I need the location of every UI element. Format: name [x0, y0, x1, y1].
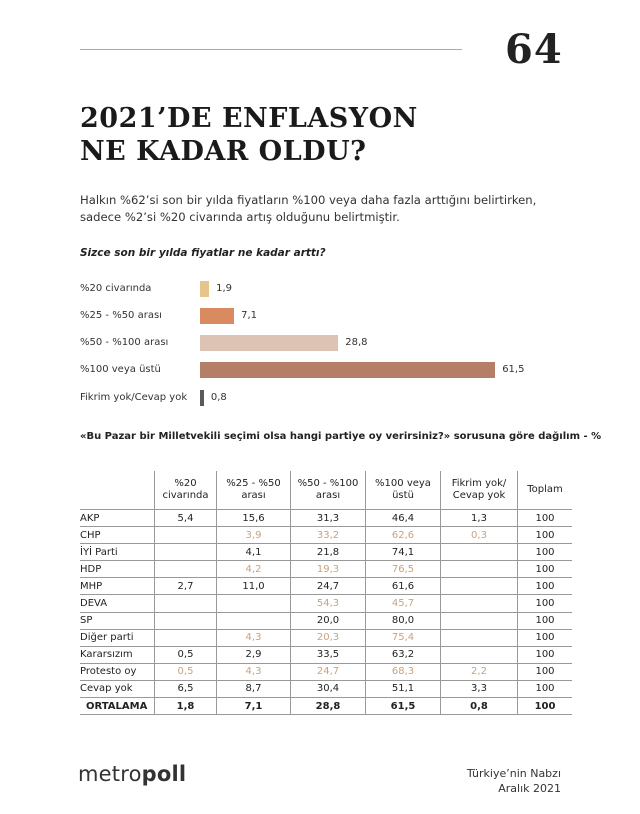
party-name-cell: CHP: [80, 527, 155, 544]
table-row: [80, 544, 572, 561]
party-name-cell: ORTALAMA: [80, 698, 155, 715]
table-row: [80, 510, 572, 527]
value-cell: [155, 612, 217, 629]
value-cell: 68,3: [366, 663, 441, 680]
bar-category-label: Fikrim yok/Cevap yok: [80, 392, 188, 403]
value-cell: 100: [518, 510, 573, 527]
title-line-2: NE KADAR OLDU?: [80, 136, 367, 167]
value-cell: 24,7: [291, 578, 366, 595]
value-cell: 0,5: [155, 646, 217, 663]
bar-value-label: 7,1: [241, 310, 257, 321]
intro-line-2: sadece %2’si %20 civarında artış olduğunu belirtmiştir.: [80, 210, 400, 224]
value-cell: 28,8: [291, 698, 366, 715]
column-header: %20 civarında: [155, 471, 217, 510]
bar-mark: [200, 308, 234, 324]
party-distribution-table: [80, 471, 572, 715]
table-row: [80, 663, 572, 680]
table-row: [80, 527, 572, 544]
table-row: [80, 680, 572, 697]
value-cell: 74,1: [366, 544, 441, 561]
value-cell: 100: [518, 646, 573, 663]
bar-value-label: 28,8: [345, 337, 368, 348]
value-cell: 76,5: [366, 561, 441, 578]
value-cell: 3,9: [217, 527, 291, 544]
table-row: [80, 629, 572, 646]
value-cell: 4,2: [217, 561, 291, 578]
table-header-row: [80, 471, 572, 510]
metropoll-logo: [78, 762, 186, 786]
value-cell: 15,6: [217, 510, 291, 527]
value-cell: 62,6: [366, 527, 441, 544]
value-cell: 61,5: [366, 698, 441, 715]
value-cell: 3,3: [441, 680, 518, 697]
bar-category-label: %100 veya üstü: [80, 364, 161, 375]
value-cell: [441, 561, 518, 578]
column-header: %100 veya üstü: [366, 471, 441, 510]
table-average-row: [80, 698, 572, 715]
value-cell: 4,3: [217, 663, 291, 680]
party-name-cell: SP: [80, 612, 155, 629]
value-cell: 100: [518, 698, 573, 715]
value-cell: 54,3: [291, 595, 366, 612]
value-cell: 11,0: [217, 578, 291, 595]
logo-metro: metro: [78, 762, 142, 786]
value-cell: 61,6: [366, 578, 441, 595]
value-cell: [217, 595, 291, 612]
column-header: Toplam: [518, 471, 573, 510]
value-cell: 21,8: [291, 544, 366, 561]
value-cell: 0,3: [441, 527, 518, 544]
value-cell: [441, 544, 518, 561]
bar-mark: [200, 335, 338, 351]
party-name-cell: HDP: [80, 561, 155, 578]
bar-value-label: 0,8: [210, 392, 227, 403]
column-header: [80, 471, 155, 510]
value-cell: 33,2: [291, 527, 366, 544]
value-cell: [155, 527, 217, 544]
intro-line-1: Halkın %62’si son bir yılda fiyatların %100 veya daha fazla arttığını belirtirken,: [80, 193, 537, 207]
value-cell: [441, 595, 518, 612]
party-name-cell: Kararsızım: [80, 646, 155, 663]
value-cell: 31,3: [291, 510, 366, 527]
table-row: [80, 646, 572, 663]
value-cell: [441, 629, 518, 646]
value-cell: 2,2: [441, 663, 518, 680]
value-cell: 5,4: [155, 510, 217, 527]
value-cell: [441, 612, 518, 629]
bar-category-label: %20 civarında: [80, 283, 152, 294]
value-cell: 100: [518, 612, 573, 629]
chart-question: Sizce son bir yılda fiyatlar ne kadar arttı?: [80, 247, 326, 259]
bar-category-label: %25 - %50 arası: [80, 310, 162, 321]
value-cell: 1,8: [155, 698, 217, 715]
party-name-cell: AKP: [80, 510, 155, 527]
party-name-cell: İYİ Parti: [80, 544, 155, 561]
bar-category-label: %50 - %100 arası: [80, 337, 169, 348]
value-cell: 2,7: [155, 578, 217, 595]
title-line-1: 2021’DE ENFLASYON: [80, 103, 418, 134]
table-row: [80, 578, 572, 595]
party-name-cell: Cevap yok: [80, 680, 155, 697]
column-header: %50 - %100 arası: [291, 471, 366, 510]
value-cell: 100: [518, 595, 573, 612]
value-cell: 7,1: [217, 698, 291, 715]
value-cell: 100: [518, 544, 573, 561]
header-rule: [80, 49, 462, 50]
logo-poll: poll: [141, 762, 187, 786]
page-number: 64: [505, 26, 563, 73]
column-header: Fikrim yok/ Cevap yok: [441, 471, 518, 510]
bar-mark: [200, 362, 495, 378]
party-name-cell: DEVA: [80, 595, 155, 612]
value-cell: 20,3: [291, 629, 366, 646]
value-cell: [217, 612, 291, 629]
bar-value-label: 61,5: [502, 364, 525, 375]
value-cell: 6,5: [155, 680, 217, 697]
party-name-cell: MHP: [80, 578, 155, 595]
footer: [467, 766, 561, 796]
value-cell: [441, 646, 518, 663]
intro-text: [80, 192, 580, 226]
value-cell: [155, 561, 217, 578]
bar-mark: [200, 281, 209, 297]
value-cell: 0,5: [155, 663, 217, 680]
value-cell: [155, 544, 217, 561]
value-cell: 100: [518, 578, 573, 595]
value-cell: 4,1: [217, 544, 291, 561]
value-cell: [155, 629, 217, 646]
value-cell: 51,1: [366, 680, 441, 697]
party-name-cell: Protesto oy: [80, 663, 155, 680]
value-cell: 33,5: [291, 646, 366, 663]
value-cell: 80,0: [366, 612, 441, 629]
value-cell: 4,3: [217, 629, 291, 646]
value-cell: [441, 578, 518, 595]
value-cell: 24,7: [291, 663, 366, 680]
column-header: %25 - %50 arası: [217, 471, 291, 510]
value-cell: 100: [518, 561, 573, 578]
value-cell: 100: [518, 663, 573, 680]
value-cell: 1,3: [441, 510, 518, 527]
value-cell: 100: [518, 527, 573, 544]
footer-line-2: Aralık 2021: [498, 782, 561, 795]
table-row: [80, 595, 572, 612]
bar-value-label: 1,9: [216, 283, 233, 294]
footer-line-1: Türkiye’nin Nabzı: [466, 767, 561, 780]
value-cell: 46,4: [366, 510, 441, 527]
value-cell: 20,0: [291, 612, 366, 629]
value-cell: 63,2: [366, 646, 441, 663]
page-title: [80, 102, 418, 168]
table-heading: «Bu Pazar bir Milletvekili seçimi olsa hangi partiye oy verirsiniz?» sorusuna göre dağılım - %: [80, 431, 602, 442]
value-cell: [155, 595, 217, 612]
table-row: [80, 612, 572, 629]
value-cell: 45,7: [366, 595, 441, 612]
value-cell: 100: [518, 680, 573, 697]
value-cell: 2,9: [217, 646, 291, 663]
value-cell: 75,4: [366, 629, 441, 646]
party-name-cell: Diğer parti: [80, 629, 155, 646]
value-cell: 8,7: [217, 680, 291, 697]
table-row: [80, 561, 572, 578]
bar-mark: [200, 390, 204, 406]
value-cell: 19,3: [291, 561, 366, 578]
value-cell: 0,8: [441, 698, 518, 715]
value-cell: 30,4: [291, 680, 366, 697]
value-cell: 100: [518, 629, 573, 646]
